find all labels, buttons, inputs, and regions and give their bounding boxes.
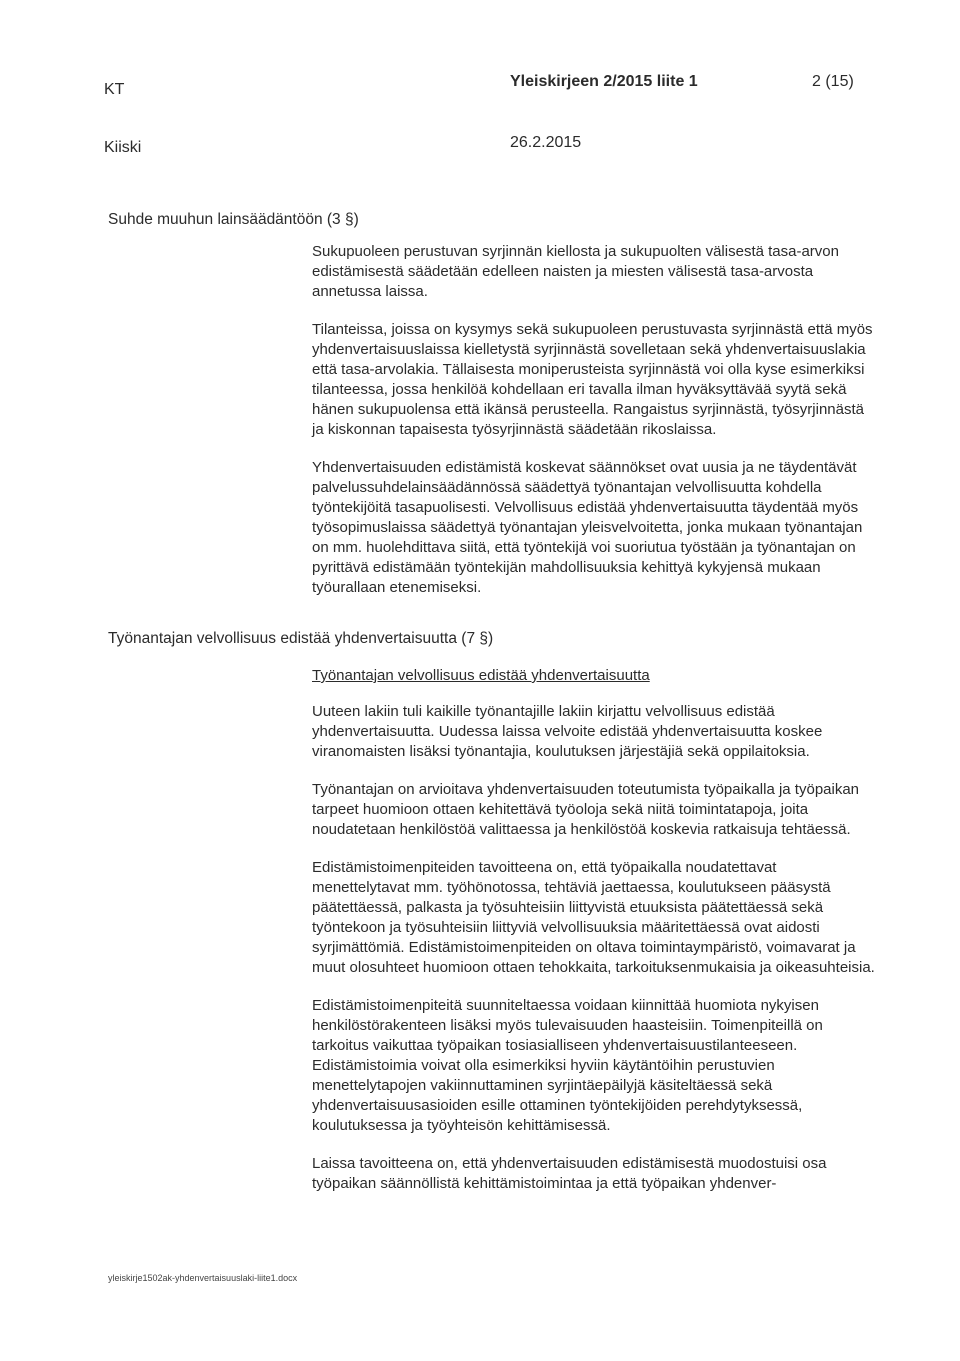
paragraph: Uuteen lakiin tuli kaikille työnantajille lakiin kirjattu velvollisuus edistää yhdenvertaisuutta. Uudessa laissa velvoite edistää yhdenvertaisuutta koskee viranomaisten lisäksi työnantajia, koulutuksen järjestäjiä sekä oppilaitoksia. [312, 703, 823, 760]
header-left-bottom: Kiiski [104, 139, 142, 156]
paragraph: Laissa tavoitteena on, että yhdenvertaisuuden edistämisestä muodostuisi osa työpaikan säännöllistä kehittämistoimintaa ja että työpaikan yhdenver- [312, 1155, 827, 1192]
paragraph: Edistämistoimenpiteiden tavoitteena on, että työpaikalla noudatettavat menettelytavat mm. työhönotossa, tehtäviä jaettaessa, koulutukseen pääsystä päätettäessä, palkasta ja työsuhteisiin liittyvistä etuuksista päätettäessä sekä työntekoon ja työsuhteisiin liittyviä velvollisuuksia määritettäessä ovat aidosti syrjimättömiä. Edistämistoimenpiteiden on oltava toimintaympäristö, voimavarat ja muut olosuhteet huomioon ottaen tehokkaita, tarkoituksenmukaisia ja oikeasuhteisia. [312, 859, 875, 976]
section-heading-relation: Suhde muuhun lainsäädäntöön (3 §) [108, 211, 359, 228]
paragraph: Tilanteissa, joissa on kysymys sekä sukupuoleen perustuvasta syrjinnästä että myös yhdenvertaisuuslaissa kielletystä syrjinnästä sovelletaan sekä yhdenvertaisuuslakia että tasa-arvolakia. Tällaisesta moniperusteista syrjinnästä voi olla kyse esimerkiksi tilanteessa, jossa henkilöä kohdellaan eri tavalla ilman hyväksyttävää syytä sekä hänen sukupuolensa että ikänsä perusteella. Rangaistus syrjinnästä, työsyrjinnästä ja kiskonnan tapaisesta työsyrjinnästä säädetään rikoslaissa. [312, 321, 873, 438]
header-left-top: KT [104, 81, 125, 98]
page-number: 2 (15) [812, 73, 854, 90]
section-body-employer-duty [312, 702, 877, 1194]
document-date: 26.2.2015 [510, 134, 582, 151]
section-subheading: Työnantajan velvollisuus edistää yhdenvertaisuutta [312, 667, 650, 684]
paragraph: Yhdenvertaisuuden edistämistä koskevat säännökset ovat uusia ja ne täydentävät palvelussuhdelainsäädännössä säädettyä työnantajan velvollisuutta kohdella työntekijöitä tasapuolisesti. Velvollisuus edistää yhdenvertaisuutta täydentää myös työsopimuslaissa säädettyä työnantajan yleisvelvoitetta, jonka mukaan työnantajan on mm. huolehdittava siitä, että työntekijä voi suoriutua työstään ja työnantajan on pyrittävä edistämään työntekijän mahdollisuuksia kehittyä kykyjensä mukaan työurallaan etenemiseksi. [312, 459, 863, 596]
section-heading-employer-duty: Työnantajan velvollisuus edistää yhdenvertaisuutta (7 §) [108, 630, 494, 647]
paragraph: Edistämistoimenpiteitä suunniteltaessa voidaan kiinnittää huomiota nykyisen henkilöstörakenteen lisäksi myös tulevaisuuden haasteisiin. Toimenpiteillä on tarkoitus vaikuttaa työpaikan tosiasialliseen yhdenvertaisuustilanteeseen. Edistämistoimia voivat olla esimerkiksi hyviin käytäntöihin perustuvien menettelytapojen vakiinnuttaminen syrjintäepäilyjä käsiteltäessä sekä yhdenvertaisuusasioiden esille ottaminen työntekijöiden perehdytyksessä, koulutuksessa ja työyhteisön kehittämisessä. [312, 997, 823, 1134]
document-title: Yleiskirjeen 2/2015 liite 1 [510, 73, 698, 90]
footer-filename: yleiskirje1502ak-yhdenvertaisuuslaki-liite1.docx [108, 1273, 298, 1283]
paragraph: Työnantajan on arvioitava yhdenvertaisuuden toteutumista työpaikalla ja työpaikan tarpeet huomioon ottaen kehitettävä työoloja sekä niitä toimintatapoja, joita noudatetaan henkilöstöä valittaessa ja henkilöstöä koskevia ratkaisuja tehtäessä. [312, 781, 860, 838]
section-body-relation [312, 242, 877, 598]
paragraph: Sukupuoleen perustuvan syrjinnän kiellosta ja sukupuolten välisestä tasa-arvon edistämisestä säädetään edelleen naisten ja miesten välisestä tasa-arvosta annetussa laissa. [312, 243, 839, 300]
